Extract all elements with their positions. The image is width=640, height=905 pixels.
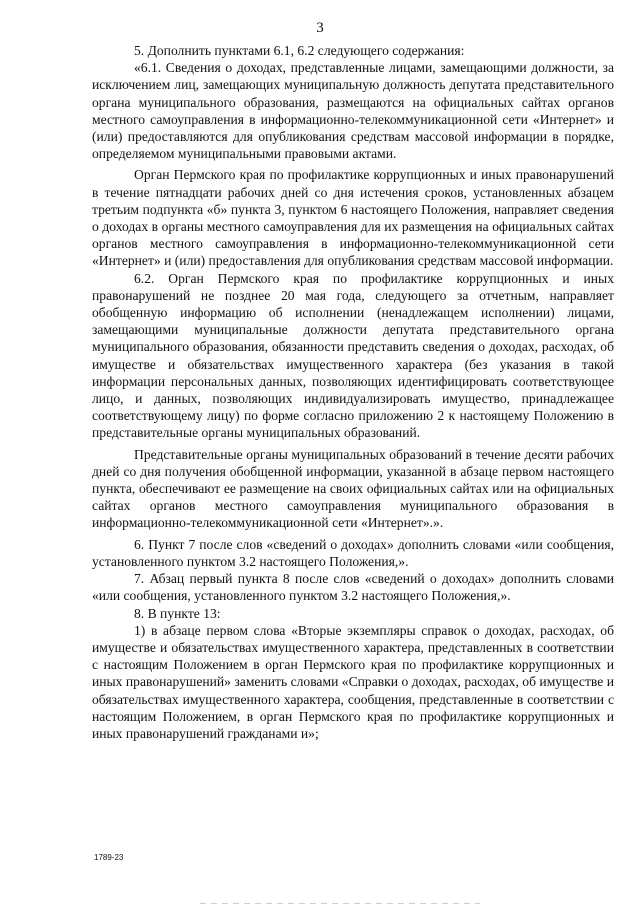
paragraph-6-1: «6.1. Сведения о доходах, представленные лицами, замещающими должности, за исключением лиц, замещающих муниципальную должность депутата представительного органа муниципального образования, размещаются на официальных сайтах органов местного самоуправления в информационно-телекоммуникационной сети «Интернет» и (или) предоставляются для опубликования средствам массовой информации в порядке, определяемом муниципальными правовыми актами. [92,60,614,162]
paragraph-6-2: 6.2. Орган Пермского края по профилактике коррупционных и иных правонарушений не позднее 20 мая года, следующего за отчетным, направляет обобщенную информацию об исполнении (ненадлежащем исполнении) лицами, замещающими муниципальные должности депутата представительного органа муниципального образования, обязанности представить сведения о доходах, расходах, об имуществе и обязательствах имущественного характера (без указания в такой информации персональных данных, позволяющих идентифицировать соответствующее лицо, и данных, позволяющих индивидуализировать имущество, принадлежащее соответствующему лицу) по форме согласно приложению 2 к настоящему Положению в представительные органы муниципальных образований. [92,270,614,441]
page-number: 3 [316,20,324,36]
paragraph-subitem-1: 1) в абзаце первом слова «Вторые экземпляры справок о доходах, расходах, об имуществе и обязательствах имущественного характера, представленных в соответствии с настоящим Положением в орган Пермского края по профилактике коррупционных и иных правонарушений» заменить словами «Справки о доходах, расходах, об имуществе и обязательствах имущественного характера, сообщения, представленные в соответствии с настоящим Положением, в орган Пермского края по профилактике коррупционных и иных правонарушений гражданами и»; [92,622,614,741]
paragraph-representative-organs: Представительные органы муниципальных образований в течение десяти рабочих дней со дня получения обобщенной информации, указанной в абзаце первом настоящего пункта, обеспечивают ее размещение на своих официальных сайтах или на официальных сайтах органов местного самоуправления муниципального образования в информационно-телекоммуникационной сети «Интернет».». [92,446,614,531]
paragraph-item-5: 5. Дополнить пунктами 6.1, 6.2 следующего содержания: [134,43,465,58]
document-code: 1789-23 [94,853,124,862]
paragraph-organ-perm: Орган Пермского края по профилактике коррупционных и иных правонарушений в течение пятнадцати рабочих дней со дня истечения сроков, установленных абзацем третьим подпункта «б» пункта 3, пунктом 6 настоящего Положения, направляет сведения о доходах в органы местного самоуправления для их размещения на официальных сайтах органов местного самоуправления в информационно-телекоммуникационной сети «Интернет» и (или) предоставления для опубликования средствам массовой информации. [92,167,614,269]
document-body [92,42,614,742]
paragraph-item-7: 7. Абзац первый пункта 8 после слов «сведений о доходах» дополнить словами «или сообщения, установленного пунктом 3.2 настоящего Положения,». [92,571,614,604]
paragraph-item-6: 6. Пункт 7 после слов «сведений о доходах» дополнить словами «или сообщения, установленного пунктом 3.2 настоящего Положения,». [92,536,614,569]
paragraph-item-8: 8. В пункте 13: [134,605,221,621]
